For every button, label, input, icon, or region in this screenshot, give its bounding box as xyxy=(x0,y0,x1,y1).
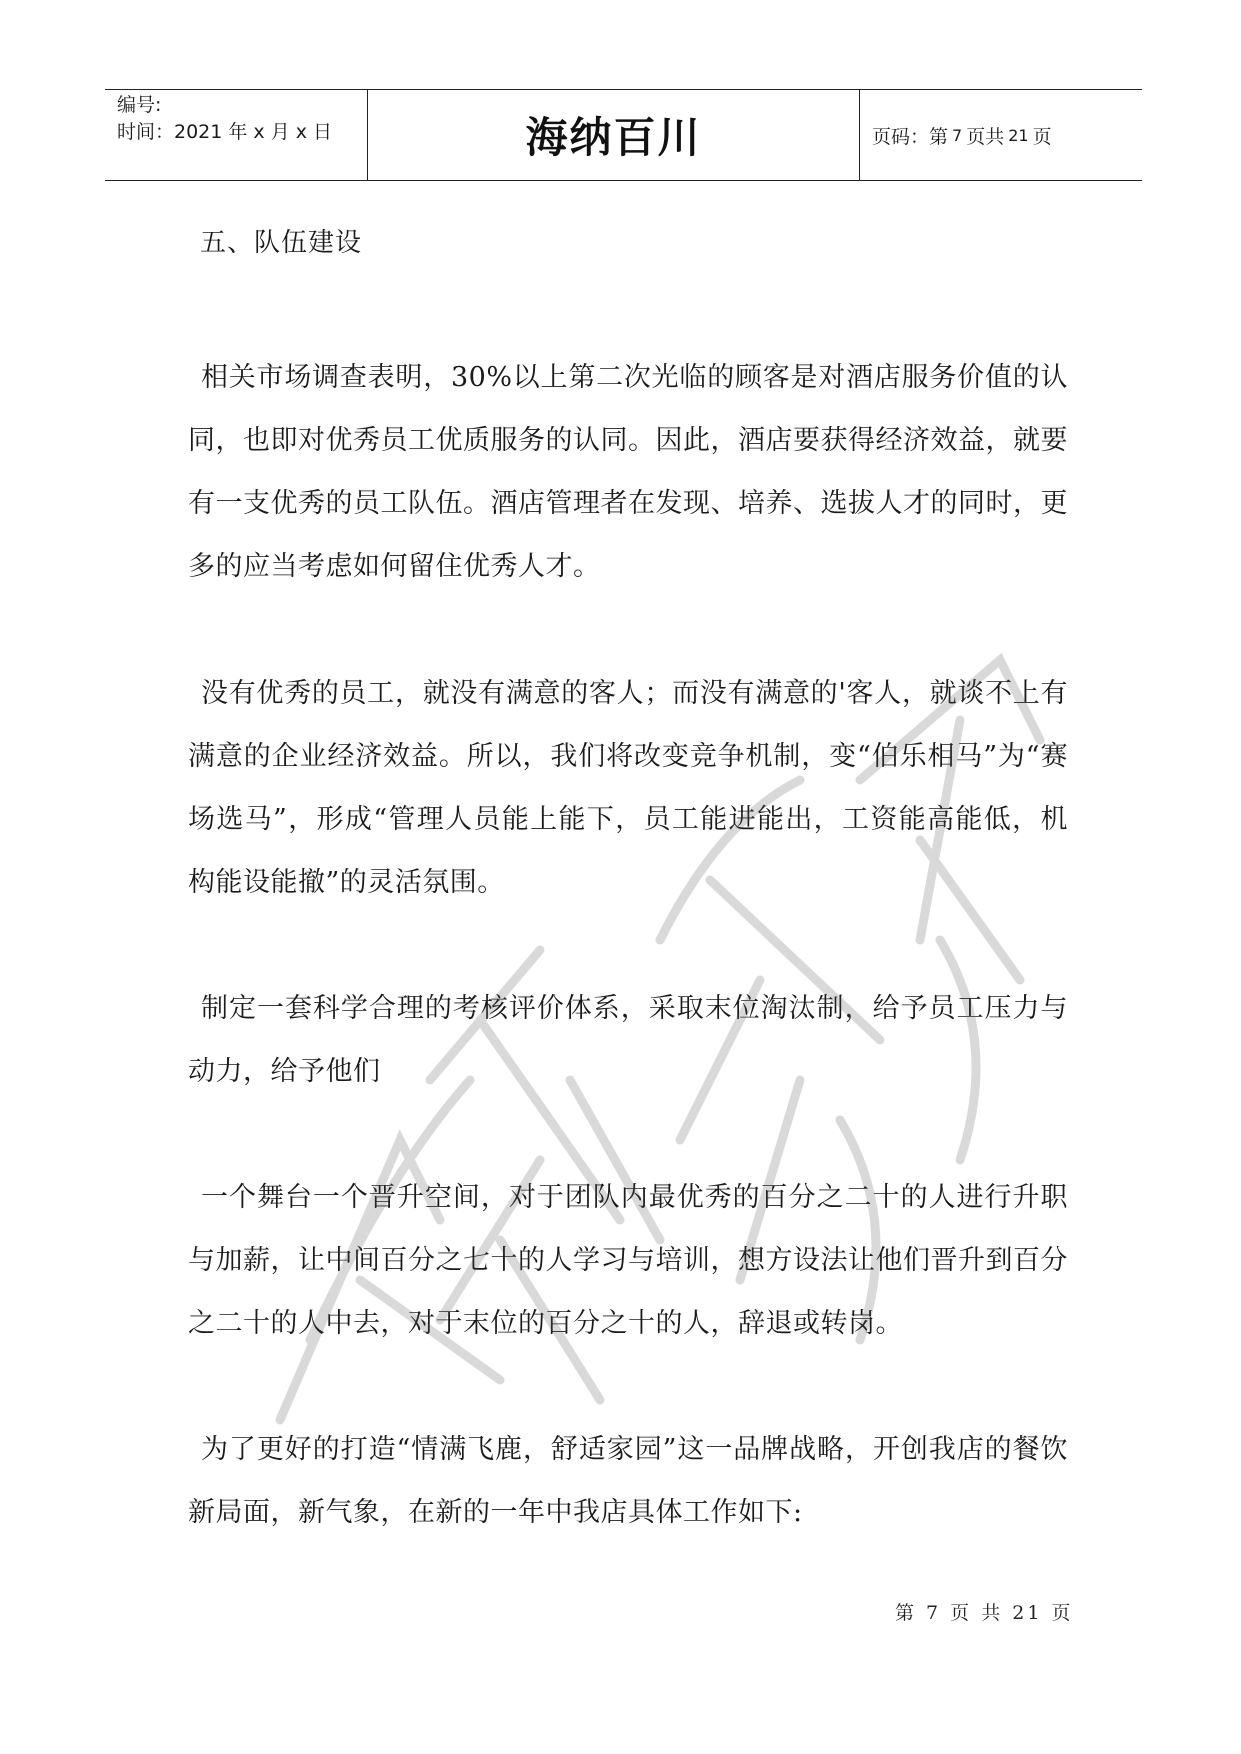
header-title: 海纳百川 xyxy=(368,90,860,180)
paragraph-5: 为了更好的打造“情满飞鹿，舒适家园”这一品牌战略，开创我店的餐饮新局面，新气象，在新的一年中我店具体工作如下: xyxy=(188,1434,1068,1528)
time-label: 时间：2021 年 x 月 x 日 xyxy=(117,121,333,143)
section-heading: 五、队伍建设 xyxy=(200,228,363,258)
page-mid: 页共 xyxy=(966,125,1005,148)
number-label: 编号: xyxy=(117,94,162,116)
page-suffix: 页 xyxy=(1032,125,1052,148)
paragraph-1: 相关市场调查表明，30%以上第二次光临的顾客是对酒店服务价值的认同，也即对优秀员工优质服务的认同。因此，酒店要获得经济效益，就要有一支优秀的员工队伍。酒店管理者在发现、培养、选拔人才的同时，更多的应当考虑如何留住优秀人才。 xyxy=(188,362,1068,582)
paragraph-4: 一个舞台一个晋升空间，对于团队内最优秀的百分之二十的人进行升职与加薪，让中间百分之七十的人学习与培训，想方设法让他们晋升到百分之二十的人中去，对于末位的百分之十的人，辞退或转岗。 xyxy=(188,1182,1068,1339)
page-total: 21 xyxy=(1008,125,1029,145)
header-meta xyxy=(105,90,368,180)
page-current: 7 xyxy=(952,125,963,145)
page-header xyxy=(105,89,1142,181)
header-page-info xyxy=(860,90,1142,180)
page-footer: 第 7 页 共 21 页 xyxy=(895,1602,1074,1624)
paragraph-3: 制定一套科学合理的考核评价体系，采取末位淘汰制，给予员工压力与动力，给予他们 xyxy=(188,993,1068,1087)
paragraph-2: 没有优秀的员工，就没有满意的客人；而没有满意的'客人，就谈不上有满意的企业经济效益。所以，我们将改变竞争机制，变“伯乐相马”为“赛场选马”，形成“管理人员能上能下，员工能进能出，工资能高能低，机构能设能撤”的灵活氛围。 xyxy=(188,678,1068,898)
page-prefix: 页码：第 xyxy=(872,125,949,148)
